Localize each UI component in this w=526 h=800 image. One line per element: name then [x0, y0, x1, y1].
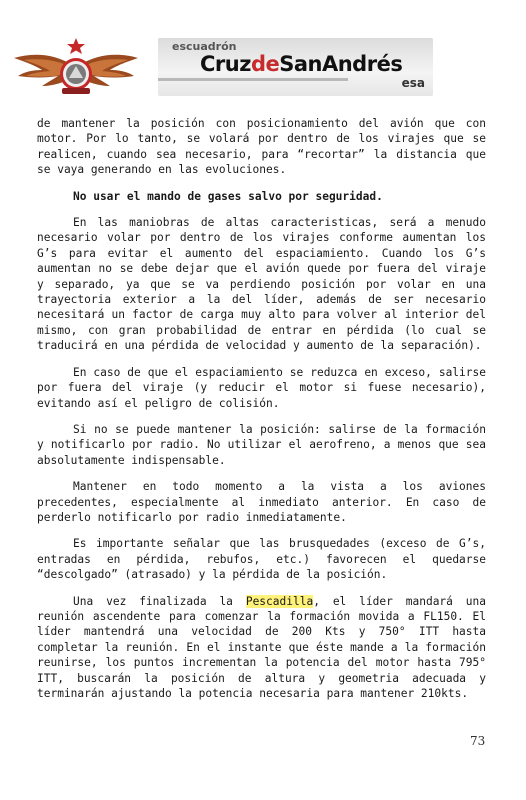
page-header [0, 0, 526, 110]
squadron-banner [158, 38, 433, 96]
banner-title-cruz: Cruz [200, 52, 251, 76]
banner-title [200, 52, 402, 76]
banner-title-sanandres: SanAndrés [279, 52, 403, 76]
document-body [37, 116, 486, 712]
banner-sub-text: esa [401, 76, 425, 90]
highlighted-term: Pescadilla [245, 594, 314, 608]
paragraph-4: En caso de que el espaciamiento se reduzca en exceso, salirse por fuera del viraje (y reducir el motor si fuese necesario), evitando así el peligro de colisión. [37, 365, 486, 410]
paragraph-3: En las maniobras de altas caracteristicas, será a menudo necesario volar por dentro de los virajes conforme aumentan los G’s para evitar el aumento del espaciamiento. Cuando los G’s aumentan no se debe dejar que el avión quede por fuera del viraje y separado, ya que se va perdiendo posición por volar en una trayectoria exterior a la del líder, además de ser necesario necesitará un factor de carga muy alto para volver al interior del mismo, con gran probabilidad de entrar en pérdida (lo cual se traducirá en una pérdida de velocidad y aumento de la separación). [37, 216, 486, 353]
paragraph-7: Es importante señalar que las brusquedades (exceso de G’s, entradas en pérdida, rebufos, etc.) favorecen el quedarse “descolgado” (atrasado) y la pérdida de la posición. [37, 537, 486, 582]
paragraph-8-rest: , el líder mandará una reunión ascendente para comenzar la formación movida a FL150. El líder mantendrá una velocidad de 200 Kts y 750° ITT hasta completar la reunión. En el instante que éste mande a la formación reunirse, los puntos incrementan la potencia del motor hasta 795° ITT, buscarán la posición de altura y geometria adecuada y terminarán ajustando la potencia necesaria para mantener 210kts. [37, 594, 487, 700]
paragraph-gas-warning: No usar el mando de gases salvo por seguridad. [73, 189, 383, 203]
page-number: 73 [470, 734, 486, 748]
paragraph-5: Si no se puede mantener la posición: salirse de la formación y notificarlo por radio. No utilizar el aerofreno, a menos que sea absolutamente indispensable. [37, 422, 486, 467]
paragraph-1: de mantener la posición con posicionamiento del avión que con motor. Por lo tanto, se volará por dentro de los virajes que se realicen, cuando sea necesario, para “recortar” la distancia que se vaya generando en las evoluciones. [37, 117, 486, 177]
banner-title-de: de [250, 52, 280, 76]
paragraph-6: Mantener en todo momento a la vista a los aviones precedentes, especialmente al inmediato anterior. En caso de perderlo notificarlo por radio inmediatamente. [37, 480, 486, 524]
paragraph-8 [37, 594, 486, 702]
banner-top-text: escuadrón [172, 40, 237, 53]
squadron-emblem-icon [12, 36, 140, 100]
banner-stripe [158, 78, 348, 81]
paragraph-8-start: Una vez finalizada la [73, 594, 246, 608]
